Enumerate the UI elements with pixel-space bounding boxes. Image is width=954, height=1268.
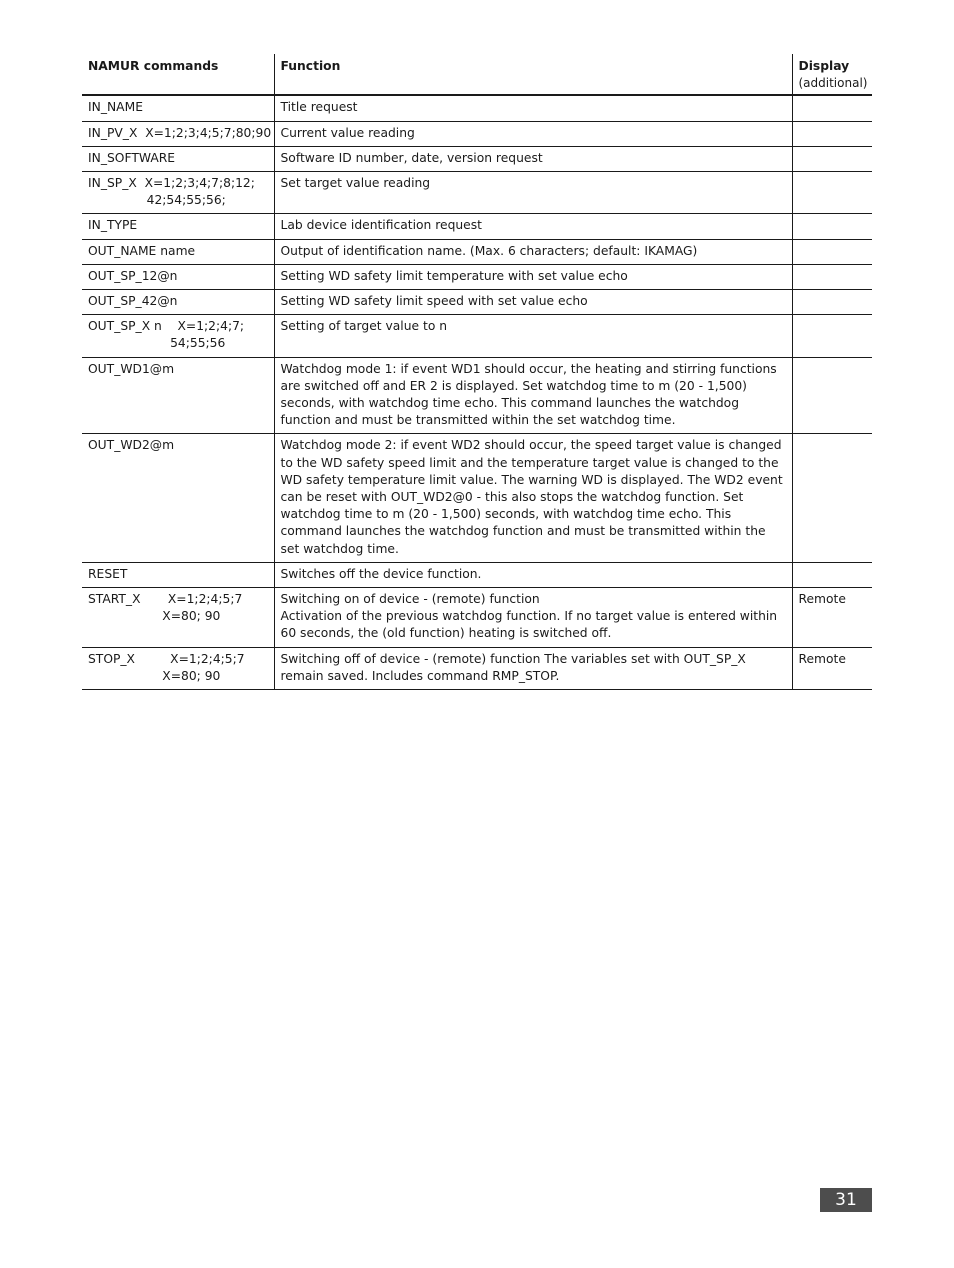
table-row (82, 121, 872, 146)
function-cell: Switches off the device function. (274, 562, 792, 587)
function-cell: Current value reading (274, 121, 792, 146)
table-row (82, 214, 872, 239)
command-cell: OUT_NAME name (82, 239, 274, 264)
display-cell (792, 239, 872, 264)
namur-commands-table (82, 54, 872, 690)
command-cell: OUT_SP_12@n (82, 264, 274, 289)
command-cell: OUT_SP_42@n (82, 290, 274, 315)
function-cell: Watchdog mode 1: if event WD1 should occur, the heating and stirring functions are switched off and ER 2 is displayed. Set watchdog time to m (20 - 1,500) seconds, with watchdog time echo. This command launches the watchdog function and must be transmitted within the set watchdog time. (274, 357, 792, 434)
display-cell (792, 434, 872, 562)
function-cell: Output of identification name. (Max. 6 characters; default: IKAMAG) (274, 239, 792, 264)
display-cell (792, 146, 872, 171)
command-cell: IN_SP_X X=1;2;3;4;7;8;12; 42;54;55;56; (82, 172, 274, 214)
table-row (82, 95, 872, 121)
table-row (82, 146, 872, 171)
header-commands: NAMUR commands (82, 54, 274, 95)
command-cell: OUT_WD2@m (82, 434, 274, 562)
function-cell: Switching off of device - (remote) function The variables set with OUT_SP_X remain saved. Includes command RMP_STOP. (274, 647, 792, 689)
display-cell (792, 357, 872, 434)
page-number: 31 (820, 1188, 872, 1212)
function-cell: Switching on of device - (remote) function Activation of the previous watchdog function. If no target value is entered within 60 seconds, the (old function) heating is switched off. (274, 588, 792, 648)
function-cell: Setting WD safety limit temperature with set value echo (274, 264, 792, 289)
table-row (82, 562, 872, 587)
table-row (82, 172, 872, 214)
table-row (82, 290, 872, 315)
table-row (82, 264, 872, 289)
command-cell: IN_NAME (82, 95, 274, 121)
display-cell (792, 290, 872, 315)
command-cell: OUT_SP_X n X=1;2;4;7; 54;55;56 (82, 315, 274, 357)
command-cell: START_X X=1;2;4;5;7 X=80; 90 (82, 588, 274, 648)
table-row (82, 434, 872, 562)
function-cell: Set target value reading (274, 172, 792, 214)
header-display: Display (additional) (792, 54, 872, 95)
command-cell: STOP_X X=1;2;4;5;7 X=80; 90 (82, 647, 274, 689)
table-header-row (82, 54, 872, 95)
header-display-sub: (additional) (798, 76, 868, 91)
table-row (82, 239, 872, 264)
display-cell: Remote (792, 647, 872, 689)
display-cell: Remote (792, 588, 872, 648)
command-cell: OUT_WD1@m (82, 357, 274, 434)
display-cell (792, 214, 872, 239)
display-cell (792, 121, 872, 146)
display-cell (792, 264, 872, 289)
function-cell: Title request (274, 95, 792, 121)
table-row (82, 588, 872, 648)
table-row (82, 647, 872, 689)
command-cell: IN_PV_X X=1;2;3;4;5;7;80;90 (82, 121, 274, 146)
display-cell (792, 315, 872, 357)
command-cell: IN_TYPE (82, 214, 274, 239)
function-cell: Setting WD safety limit speed with set value echo (274, 290, 792, 315)
table-row (82, 315, 872, 357)
display-cell (792, 95, 872, 121)
function-cell: Setting of target value to n (274, 315, 792, 357)
function-cell: Lab device identification request (274, 214, 792, 239)
table-row (82, 357, 872, 434)
function-cell: Watchdog mode 2: if event WD2 should occur, the speed target value is changed to the WD safety speed limit and the temperature target value is changed to the WD safety temperature limit value. The warning WD is displayed. The WD2 event can be reset with OUT_WD2@0 - this also stops the watchdog function. Set watchdog time to m (20 - 1,500) seconds, with watchdog time echo. This command launches the watchdog function and must be transmitted within the set watchdog time. (274, 434, 792, 562)
command-cell: RESET (82, 562, 274, 587)
display-cell (792, 562, 872, 587)
header-function: Function (274, 54, 792, 95)
function-cell: Software ID number, date, version request (274, 146, 792, 171)
command-cell: IN_SOFTWARE (82, 146, 274, 171)
display-cell (792, 172, 872, 214)
page-content (82, 54, 872, 690)
table-body (82, 95, 872, 689)
